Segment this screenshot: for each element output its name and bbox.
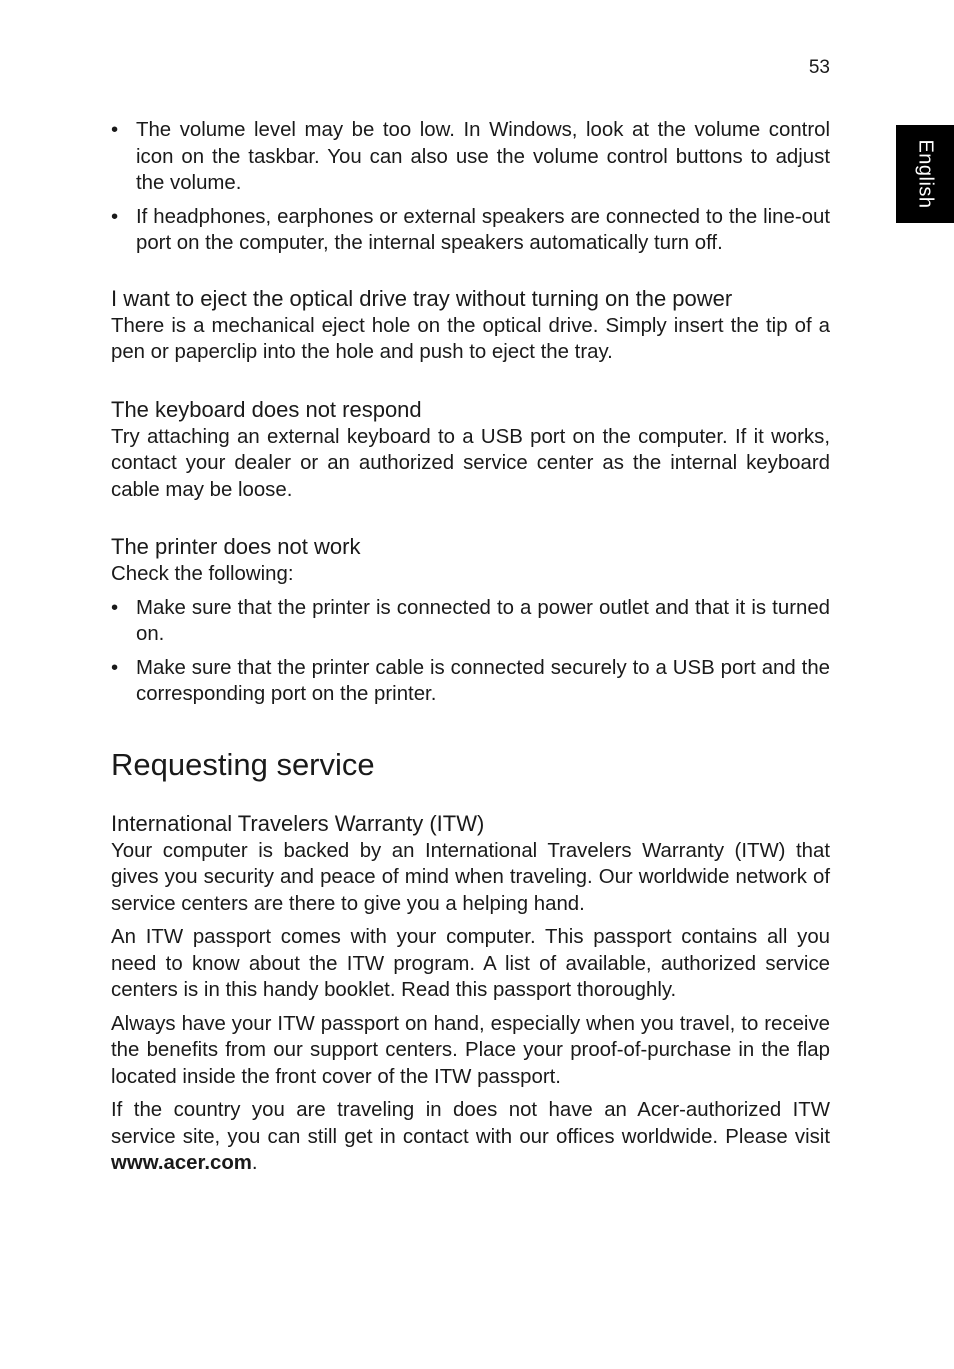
language-tab xyxy=(896,125,954,223)
list-item xyxy=(111,655,830,708)
bullet-icon: • xyxy=(111,205,119,228)
page-content xyxy=(111,117,830,1177)
list-item xyxy=(111,204,830,257)
section-title: Requesting service xyxy=(111,746,375,782)
itw-contact-paragraph xyxy=(111,1097,830,1177)
itw-paragraph: Your computer is backed by an International Travelers Warranty (ITW) that gives you security and peace of mind when traveling. Our worldwide network of service centers are there to give you a helping hand. xyxy=(111,839,830,915)
itw-paragraph: An ITW passport comes with your computer. This passport contains all you need to know about the ITW program. A list of available, authorized service centers is in this handy booklet. Read this passport thoroughly. xyxy=(111,926,830,1001)
list-item xyxy=(111,117,830,197)
printer-bullet-list xyxy=(111,595,830,708)
bullet-icon: • xyxy=(111,596,119,619)
bullet-icon: • xyxy=(111,119,119,141)
contact-text-end: . xyxy=(251,1152,258,1174)
list-item-text: The volume level may be too low. In Windows, look at the volume control icon on the taskbar. You can also use the volume control buttons to adjust the volume. xyxy=(136,119,830,194)
itw-paragraph: Always have your ITW passport on hand, especially when you travel, to receive the benefits from our support centers. Place your proof-of-purchase in the flap located inside the front cover of the ITW passport. xyxy=(111,1012,830,1088)
printer-heading: The printer does not work xyxy=(111,534,361,559)
eject-body: There is a mechanical eject hole on the optical drive. Simply insert the tip of a pen or paperclip into the hole and push to eject the tray. xyxy=(111,314,830,363)
bullet-icon: • xyxy=(111,656,119,679)
website-link[interactable]: www.acer.com xyxy=(111,1152,252,1174)
list-item-text: Make sure that the printer cable is connected securely to a USB port and the corresponding port on the printer. xyxy=(136,656,830,705)
eject-heading: I want to eject the optical drive tray without turning on the power xyxy=(111,285,733,311)
language-tab-label: English xyxy=(914,139,937,209)
keyboard-heading: The keyboard does not respond xyxy=(111,396,422,422)
page-number: 53 xyxy=(808,57,830,78)
list-item-text: Make sure that the printer is connected to a power outlet and that it is turned on. xyxy=(136,596,830,645)
itw-heading: International Travelers Warranty (ITW) xyxy=(111,810,485,836)
printer-intro: Check the following: xyxy=(111,563,294,585)
contact-text: If the country you are traveling in does not have an Acer-authorized ITW service site, you can still get in contact with our offices worldwide. Please visit xyxy=(111,1099,830,1148)
list-item xyxy=(111,595,830,648)
keyboard-body: Try attaching an external keyboard to a USB port on the computer. If it works, contact your dealer or an authorized service center as the internal keyboard cable may be loose. xyxy=(111,425,830,501)
intro-bullet-list xyxy=(111,117,830,257)
list-item-text: If headphones, earphones or external speakers are connected to the line-out port on the computer, the internal speakers automatically turn off. xyxy=(136,205,830,254)
